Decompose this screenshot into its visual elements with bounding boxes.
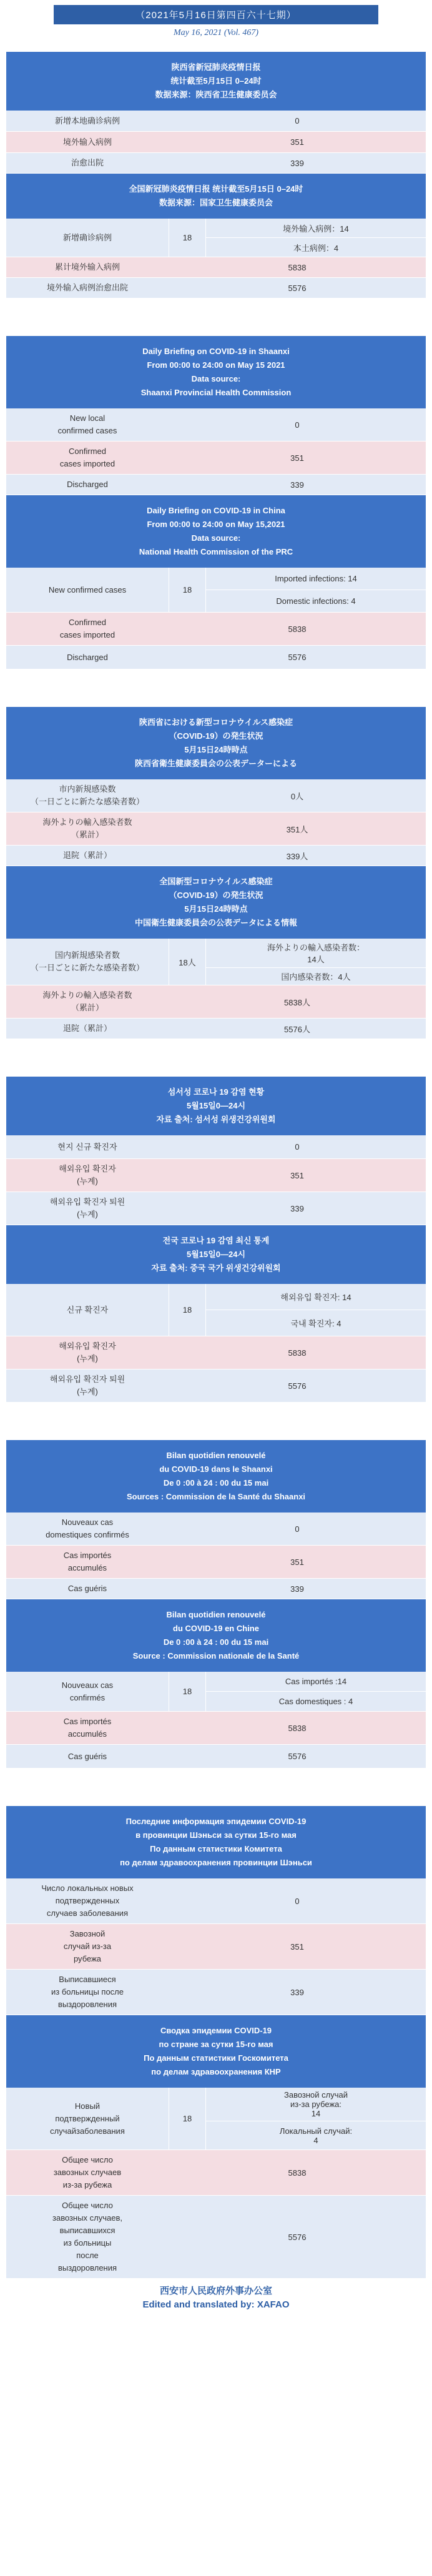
shaanxi-row — [6, 111, 426, 132]
shaanxi-row — [6, 1579, 426, 1599]
shaanxi-header — [6, 52, 426, 111]
imported-cases: Завозной случай из-за рубежа: 14 — [206, 2088, 426, 2121]
shaanxi-row — [6, 408, 426, 442]
row-value: 5838 — [288, 1348, 307, 1358]
china-header — [6, 866, 426, 939]
china-row — [6, 1712, 426, 1745]
section-spacer — [0, 1769, 432, 1806]
issue-date: May 16, 2021 (Vol. 467) — [173, 28, 259, 37]
china-header-line: Daily Briefing on COVID-19 in China — [147, 506, 285, 515]
shaanxi-header-line: Daily Briefing on COVID-19 in Shaanxi — [142, 347, 290, 356]
china-new-row — [6, 2088, 426, 2150]
issue-banner: （2021年5月16日第四百六十七期） — [54, 5, 378, 24]
row-value: 5838人 — [284, 997, 310, 1007]
shaanxi-header-line: 陝西省における新型コロナウイルス感染症 — [139, 718, 293, 727]
row-value: 339 — [290, 1203, 304, 1213]
china-header-line: 全国新冠肺炎疫情日报 统计截至5月15日 0–24时 — [129, 184, 303, 194]
china-header — [6, 2015, 426, 2088]
new-cases-total: 18 — [169, 1284, 206, 1336]
shaanxi-row — [6, 1546, 426, 1579]
shaanxi-header-line: Bilan quotidien renouvelé — [166, 1451, 266, 1460]
row-value: 5838 — [288, 262, 307, 272]
china-row — [6, 2196, 426, 2279]
shaanxi-row — [6, 1135, 426, 1159]
new-cases-total: 18 — [169, 2088, 206, 2149]
new-cases-label: 新增确诊病例 — [62, 232, 112, 242]
row-value: 351 — [290, 453, 304, 463]
shaanxi-row — [6, 1924, 426, 1970]
row-value: 5576 — [288, 1381, 307, 1391]
new-cases-breakdown — [206, 1284, 426, 1336]
shaanxi-header-line: Data source: — [191, 374, 241, 383]
china-header-line: Bilan quotidien renouvelé — [166, 1610, 266, 1619]
footer-org: 西安市人民政府外事办公室 — [159, 2286, 272, 2296]
new-cases-breakdown — [206, 568, 426, 612]
row-label: 境外输入病例 — [62, 137, 112, 147]
row-label: Cas guéris — [67, 1584, 107, 1593]
china-row — [6, 278, 426, 299]
row-value: 5576 — [288, 283, 307, 293]
shaanxi-header — [6, 1077, 426, 1135]
new-cases-breakdown — [206, 219, 426, 257]
row-label: 境外输入病例治愈出院 — [46, 283, 128, 292]
shaanxi-row — [6, 1878, 426, 1924]
language-block-ru — [6, 1806, 426, 2279]
shaanxi-row — [6, 153, 426, 174]
shaanxi-row — [6, 1513, 426, 1546]
row-value: 339人 — [286, 851, 308, 861]
china-header-line: National Health Commission of the PRC — [139, 547, 293, 556]
footer — [0, 2284, 432, 2310]
china-header-line: （COVID-19）の発生状況 — [169, 891, 263, 900]
shaanxi-header — [6, 1806, 426, 1878]
section-spacer — [0, 299, 432, 336]
china-header-line: 5月15日24時時点 — [184, 904, 248, 914]
shaanxi-header-line: Последние информация эпидемии COVID-19 — [125, 1817, 307, 1826]
china-new-row — [6, 1672, 426, 1712]
new-cases-total: 18 — [169, 1672, 206, 1711]
imported-cases: 해외유입 확진자: 14 — [206, 1284, 426, 1310]
shaanxi-header-line: Shaanxi Provincial Health Commission — [140, 388, 292, 397]
china-header — [6, 495, 426, 568]
row-label: 市内新規感染数 （一日ごとに新たな感染者数） — [30, 784, 144, 806]
imported-cases: 海外よりの輸入感染者数： 14人 — [206, 939, 426, 968]
china-header-line: 자료 출처: 중국 국가 위생건강위원회 — [151, 1263, 281, 1273]
row-label: Завозной случай из-за рубежа — [63, 1929, 112, 1963]
row-value: 5576 — [288, 2232, 307, 2242]
shaanxi-row — [6, 1192, 426, 1225]
shaanxi-header — [6, 1440, 426, 1513]
language-block-ko — [6, 1077, 426, 1403]
row-label: Cas importés accumulés — [63, 1551, 112, 1572]
row-label: Discharged — [67, 652, 108, 662]
row-value: 5576人 — [284, 1024, 310, 1034]
domestic-cases: Domestic infections: 4 — [276, 596, 356, 606]
china-header — [6, 174, 426, 219]
row-value: 0人 — [290, 791, 304, 801]
row-label: Cas importés accumulés — [63, 1717, 112, 1739]
china-header-line: по делам здравоохранения КНР — [151, 2067, 281, 2076]
shaanxi-row — [6, 779, 426, 812]
china-row — [6, 1369, 426, 1403]
shaanxi-row — [6, 812, 426, 846]
footer-credit: Edited and translated by: XAFAO — [142, 2299, 290, 2310]
china-row — [6, 2150, 426, 2196]
row-value: 0 — [295, 116, 300, 126]
china-header — [6, 1225, 426, 1284]
row-label: Общее число завозных случаев из-за рубежа — [53, 2155, 122, 2189]
imported-cases: 境外输入病例：14 — [206, 219, 426, 238]
row-label: Cas guéris — [67, 1751, 107, 1761]
china-header-line: From 00:00 to 24:00 on May 15,2021 — [147, 520, 285, 529]
shaanxi-row — [6, 1970, 426, 2015]
row-label: 해외유입 확진자 (누계) — [59, 1341, 116, 1363]
row-label: 退院（累計） — [62, 851, 112, 860]
row-value: 5576 — [288, 1752, 307, 1761]
row-label: Число локальных новых подтвержденных случаев заболевания — [41, 1883, 134, 1918]
new-cases-total: 18 — [169, 568, 206, 612]
row-label: 海外よりの輸入感染者数 （累計） — [42, 990, 132, 1012]
china-header-line: 전국 코로나 19 감염 최신 통계 — [162, 1236, 270, 1245]
china-row — [6, 985, 426, 1019]
new-cases-breakdown — [206, 2088, 426, 2149]
shaanxi-header — [6, 336, 426, 408]
row-value: 351 — [290, 1170, 304, 1180]
new-cases-label: Новый подтвержденный случайзаболевания — [50, 2101, 125, 2136]
china-header-line: 全国新型コロナウイルス感染症 — [159, 877, 273, 886]
row-label: 해외유입 확진자 퇴원 (누계) — [49, 1197, 125, 1219]
shaanxi-header-line: 统计截至5月15日 0–24时 — [170, 76, 262, 86]
china-row — [6, 1336, 426, 1369]
domestic-cases: Локальный случай: 4 — [279, 2126, 353, 2145]
new-cases-label: New confirmed cases — [48, 585, 127, 595]
china-header-line: по стране за сутки 15-го мая — [159, 2040, 273, 2049]
new-cases-label: 신규 확진자 — [66, 1305, 109, 1315]
row-value: 351 — [290, 137, 304, 147]
section-spacer — [0, 1039, 432, 1077]
new-cases-total: 18人 — [169, 939, 206, 985]
china-row — [6, 646, 426, 669]
row-value: 0 — [295, 1524, 300, 1534]
row-label: Confirmed cases imported — [59, 618, 115, 639]
shaanxi-header-line: From 00:00 to 24:00 on May 15 2021 — [147, 360, 285, 370]
china-row — [6, 613, 426, 646]
new-cases-breakdown — [206, 939, 426, 985]
shaanxi-header — [6, 707, 426, 779]
china-row — [6, 1019, 426, 1039]
domestic-cases: Cas domestiques : 4 — [278, 1697, 353, 1706]
china-row — [6, 257, 426, 278]
china-header-line: du COVID-19 en Chine — [173, 1624, 259, 1633]
row-value: 5838 — [288, 2168, 307, 2178]
row-label: 退院（累計） — [62, 1024, 112, 1033]
new-cases-label: Nouveaux cas confirmés — [61, 1680, 114, 1702]
domestic-cases: 国内感染者数：4人 — [281, 972, 351, 982]
china-header-line: 5월15일0—24시 — [186, 1250, 246, 1259]
row-label: 治愈出院 — [71, 158, 104, 167]
china-row — [6, 1745, 426, 1769]
china-new-row — [6, 939, 426, 985]
china-header-line: Сводка эпидемии COVID-19 — [160, 2026, 272, 2035]
row-value: 5576 — [288, 653, 307, 662]
shaanxi-header-line: Sources : Commission de la Santé du Shaanxi — [126, 1492, 306, 1501]
imported-cases: Cas importés :14 — [206, 1672, 426, 1692]
row-label: 현지 신규 확진자 — [57, 1142, 117, 1152]
shaanxi-header-line: 数据来源：陕西省卫生健康委员会 — [155, 90, 277, 99]
row-label: 海外よりの輸入感染者数 （累計） — [42, 817, 132, 839]
china-new-row — [6, 568, 426, 613]
row-value: 5838 — [288, 1723, 307, 1733]
section-spacer — [0, 1403, 432, 1440]
china-header-line: 中国衛生健康委員会の公表データによる情報 — [134, 918, 297, 927]
shaanxi-header-line: 섬서성 코로나 19 감염 현황 — [167, 1087, 265, 1097]
shaanxi-header-line: в провинции Шэньси за сутки 15-го мая — [135, 1830, 297, 1840]
row-label: Выписавшиеся из больницы после выздоровления — [51, 1975, 124, 2009]
shaanxi-row — [6, 846, 426, 866]
row-label: 해외유입 확진자 (누계) — [59, 1164, 116, 1186]
china-header-line: De 0 :00 à 24 : 00 du 15 mai — [163, 1637, 269, 1647]
shaanxi-row — [6, 442, 426, 475]
row-value: 339 — [290, 1584, 304, 1594]
new-cases-label: 国内新規感染者数 （一日ごとに新たな感染者数） — [30, 950, 144, 972]
row-value: 339 — [290, 480, 304, 490]
language-block-zh — [6, 52, 426, 299]
shaanxi-header-line: По данным статистики Комитета — [150, 1844, 282, 1853]
row-value: 351 — [290, 1942, 304, 1952]
shaanxi-header-line: du COVID-19 dans le Shaanxi — [159, 1464, 273, 1474]
domestic-cases: 국내 확진자: 4 — [290, 1319, 341, 1328]
shaanxi-header-line: 陝西省衛生健康委員会の公表データーによる — [134, 759, 297, 768]
language-blocks — [0, 52, 432, 2279]
row-label: New local confirmed cases — [57, 413, 117, 435]
imported-cases: Imported infections: 14 — [206, 568, 426, 590]
row-value: 5838 — [288, 624, 307, 634]
china-header-line: Source : Commission nationale de la Santé — [132, 1651, 300, 1661]
shaanxi-header-line: De 0 :00 à 24 : 00 du 15 mai — [163, 1478, 269, 1488]
row-label: Nouveaux cas domestiques confirmés — [46, 1517, 129, 1539]
row-value: 0 — [295, 420, 300, 430]
row-value: 0 — [295, 1142, 300, 1152]
shaanxi-row — [6, 1159, 426, 1192]
row-value: 351 — [290, 1557, 304, 1567]
section-spacer — [0, 669, 432, 707]
row-label: 해외유입 확진자 퇴원 (누계) — [49, 1374, 125, 1396]
language-block-ja — [6, 707, 426, 1039]
row-label: Discharged — [67, 480, 108, 489]
row-label: 累计境外输入病例 — [54, 262, 120, 272]
china-header — [6, 1599, 426, 1672]
china-header-line: Data source: — [191, 533, 241, 543]
china-new-row — [6, 1284, 426, 1336]
row-value: 351人 — [286, 824, 308, 834]
language-block-en — [6, 336, 426, 669]
shaanxi-header-line: （COVID-19）の発生状況 — [169, 731, 263, 741]
row-value: 339 — [290, 1987, 304, 1997]
china-header-line: По данным статистики Госкомитета — [144, 2053, 288, 2063]
china-new-row — [6, 219, 426, 257]
row-label: Confirmed cases imported — [59, 447, 115, 468]
row-label: Общее число завозных случаев, выписавшихся из больницы после выздоровления — [52, 2201, 122, 2273]
shaanxi-header-line: по делам здравоохранения провинции Шэньси — [120, 1858, 312, 1867]
china-header-line: 数据来源：国家卫生健康委员会 — [159, 198, 273, 207]
shaanxi-row — [6, 475, 426, 495]
row-value: 339 — [290, 158, 304, 168]
language-block-fr — [6, 1440, 426, 1769]
new-cases-breakdown — [206, 1672, 426, 1711]
shaanxi-header-line: 陕西省新冠肺炎疫情日报 — [171, 62, 261, 72]
domestic-cases: 本土病例：4 — [293, 243, 339, 253]
row-label: 新增本地确诊病例 — [54, 116, 120, 126]
shaanxi-header-line: 5월15일0—24시 — [186, 1101, 246, 1110]
shaanxi-header-line: 자료 출처: 섬서성 위생건강위원회 — [156, 1115, 276, 1124]
shaanxi-header-line: 5月15日24時時点 — [184, 745, 248, 754]
row-value: 0 — [295, 1896, 300, 1906]
shaanxi-row — [6, 132, 426, 153]
new-cases-total: 18 — [169, 219, 206, 257]
